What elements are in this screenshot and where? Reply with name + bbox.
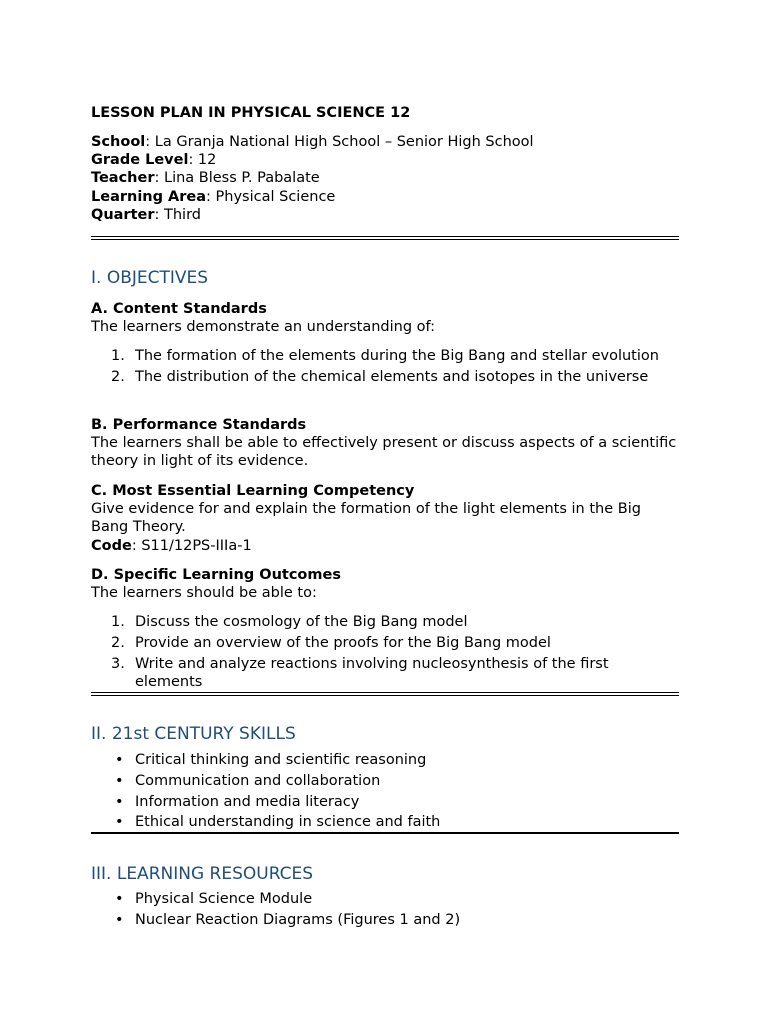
list-item: 3. Write and analyze reactions involving nucleosynthesis of the first elements xyxy=(111,656,609,691)
list-item: • Physical Science Module xyxy=(91,890,679,908)
performance-standards-title: B. Performance Standards xyxy=(91,417,307,433)
content-standards-intro: The learners demonstrate an understanding of: xyxy=(91,319,436,336)
learning-competency-title: C. Most Essential Learning Competency xyxy=(91,483,415,499)
performance-standards xyxy=(91,416,679,471)
document-title: LESSON PLAN IN PHYSICAL SCIENCE 12 xyxy=(91,105,411,121)
objectives-heading: I. OBJECTIVES xyxy=(91,268,209,288)
content-standards xyxy=(91,300,679,386)
info-school: School: La Granja National High School – Senior High School xyxy=(91,134,534,150)
learning-competency xyxy=(91,482,679,555)
info-block xyxy=(91,133,534,224)
learning-outcomes xyxy=(91,566,679,691)
content-standards-title: A. Content Standards xyxy=(91,301,267,317)
competency-code: Code: S11/12PS-IIIa-1 xyxy=(91,537,252,554)
list-item: 2. Provide an overview of the proofs for the Big Bang model xyxy=(111,635,551,652)
section-divider xyxy=(91,832,679,834)
list-item: • Critical thinking and scientific reasoning xyxy=(91,751,679,769)
list-item: • Ethical understanding in science and faith xyxy=(91,813,679,831)
info-quarter: Quarter: Third xyxy=(91,206,201,223)
list-item: 2. The distribution of the chemical elements and isotopes in the universe xyxy=(111,369,649,386)
learning-outcomes-list xyxy=(91,613,679,691)
info-teacher: Teacher: Lina Bless P. Pabalate xyxy=(91,170,320,187)
section-divider xyxy=(91,236,679,240)
learning-competency-text: Give evidence for and explain the formation of the light elements in the Big Bang Theory. xyxy=(91,501,641,536)
performance-standards-text: The learners shall be able to effectively present or discuss aspects of a scientific theory in light of its evidence. xyxy=(91,435,677,470)
info-grade-level: Grade Level: 12 xyxy=(91,152,217,169)
list-item: 1. The formation of the elements during the Big Bang and stellar evolution xyxy=(111,348,659,365)
list-item: • Information and media literacy xyxy=(91,793,679,811)
content-standards-list xyxy=(91,347,679,386)
skills-heading: II. 21st CENTURY SKILLS xyxy=(91,724,296,744)
list-item: • Nuclear Reaction Diagrams (Figures 1 and 2) xyxy=(91,911,679,929)
skills-list xyxy=(91,751,679,832)
list-item: 1. Discuss the cosmology of the Big Bang model xyxy=(111,614,468,631)
learning-outcomes-intro: The learners should be able to: xyxy=(91,585,317,602)
section-divider xyxy=(91,692,679,696)
resources-heading: III. LEARNING RESOURCES xyxy=(91,864,314,884)
resources-list xyxy=(91,890,679,929)
list-item: • Communication and collaboration xyxy=(91,772,679,790)
learning-outcomes-title: D. Specific Learning Outcomes xyxy=(91,567,341,583)
info-learning-area: Learning Area: Physical Science xyxy=(91,188,336,205)
